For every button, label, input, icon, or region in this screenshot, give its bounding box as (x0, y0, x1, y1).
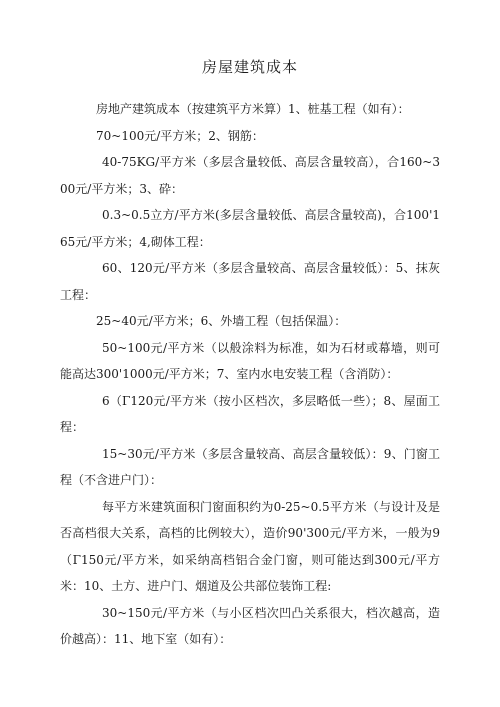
paragraph-2: 70~100元/平方米；2、钢筋： (96, 128, 264, 143)
paragraph-9: 15~30元/平方米（多层含量较高、高层含量较低）：9、门窗工程（不含进户门）： (60, 446, 440, 487)
paragraph-4: 0.3~0.5立方/平方米(多层含量较低、高层含量较高)，合100'165元/平方米；4,砌体工程： (60, 208, 440, 249)
paragraph-6: 25~40元/平方米；6、外墙工程（包括保温）： (96, 314, 347, 328)
document-title: 房屋建筑成本 (201, 58, 298, 76)
paragraph-8: 6（Γ120元/平方米（按小区档次，多层略低一些）；8、屋面工程： (60, 393, 440, 434)
paragraph-11: 30~150元/平方米（与小区档次凹凸关系很大，档次越高，造价越高）：11、地下室（如有）： (60, 605, 440, 646)
paragraph-3: 40-75KG/平方米（多层含量较低、高层含量较高），合160~300元/平方米；3、砕： (60, 155, 440, 196)
paragraph-1: 房地产建筑成本（按建筑平方米算）1、桩基工程（如有）： (96, 102, 410, 116)
paragraph-5: 60、120元/平方米（多层含量较高、高层含量较低）：5、抹灰工程： (60, 261, 440, 302)
paragraph-10: 每平方米建筑面积门窗面积约为0-25~0.5平方米（与设计及是否高档很大关系，高档的比例较大），造价90'300元/平方米，一般为9（Γ150元/平方米，如采纳高档铝合金门窗，则可能达到300元/平方米：10、土方、进户门、烟道及公共部位装饰工程: (60, 499, 440, 593)
paragraph-7: 50~100元/平方米（以般涂料为标准，如为石材或幕墙，则可能高达300'1000元/平方米；7、室内水电安装工程（含消防）： (60, 340, 440, 381)
